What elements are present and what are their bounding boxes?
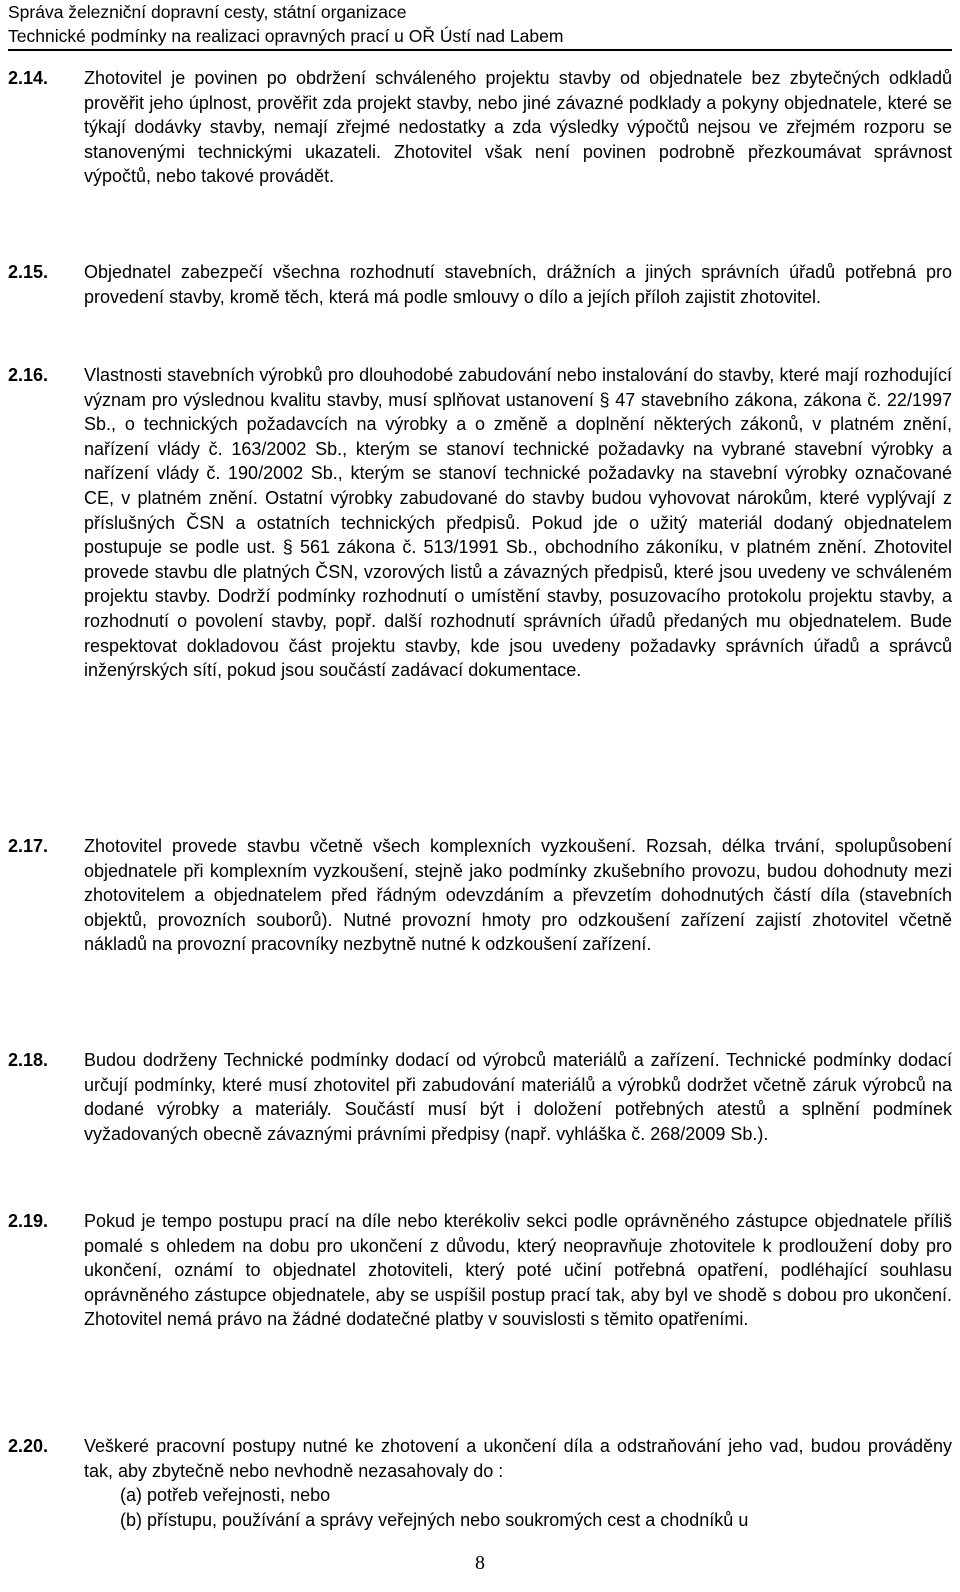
section-text: Veškeré pracovní postupy nutné ke zhotovení a ukončení díla a odstraňování jeho vad, budou prováděny tak, aby zbytečně nebo nevhodně nezasahovaly do : <box>84 1436 952 1481</box>
section-text: Vlastnosti stavebních výrobků pro dlouhodobé zabudování nebo instalování do stavby, které mají rozhodující význam pro výslednou kvalitu stavby, musí splňovat ustanovení § 47 stavebního zákona, zákona č. 22/1997 Sb., o technických požadavcích na výrobky a o změně a doplnění některých zákonů, v platném znění, nařízení vlády č. 163/2002 Sb., kterým se stanoví technické požadavky na vybrané stavební výrobky a nařízení vlády č. 190/2002 Sb., kterým se stanoví technické požadavky na stavební výrobky označované CE, v platném znění. Ostatní výrobky zabudované do stavby budou vyhovovat nárokům, které vyplývají z příslušných ČSN a ostatních technických předpisů. Pokud jde o užitý materiál dodaný objednatelem postupuje se podle ust. § 561 zákona č. 513/1991 Sb., obchodního zákoníku, v platném znění. Zhotovitel provede stavbu dle platných ČSN, vzorových listů a závazných předpisů, které jsou uvedeny ve schváleném projektu stavby. Dodrží podmínky rozhodnutí o umístění stavby, posuzovacího protokolu projektu stavby, a rozhodnutí o povolení stavby, popř. další rozhodnutí správních úřadů předaných mu objednatelem. Bude respektovat dokladovou část projektu stavby, kde jsou uvedeny požadavky správních úřadů a správců inženýrských sítí, pokud jsou součástí zadávací dokumentace. <box>84 365 952 681</box>
header-title: Technické podmínky na realizaci opravných prací u OŘ Ústí nad Labem <box>8 26 564 46</box>
section-2-17 <box>8 834 952 957</box>
section-number: 2.18. <box>8 1050 49 1070</box>
page-number: 8 <box>475 1552 485 1574</box>
section-2-20-list <box>120 1483 960 1532</box>
section-text: Budou dodrženy Technické podmínky dodací od výrobců materiálů a zařízení. Technické podmínky dodací určují podmínky, které musí zhotovitel při zabudování materiálů a výrobků dodržet včetně záruk výrobců na dodané výrobky a materiály. Součástí musí být i doložení potřebných atestů a splnění podmínek vyžadovaných obecně závaznými právními předpisy (např. vyhláška č. 268/2009 Sb.). <box>84 1050 952 1144</box>
section-number: 2.14. <box>8 68 49 88</box>
header-organization: Správa železniční dopravní cesty, státní organizace <box>8 2 407 22</box>
section-2-16 <box>8 363 952 683</box>
section-text: Objednatel zabezpečí všechna rozhodnutí stavebních, drážních a jiných správních úřadů potřebná pro provedení stavby, kromě těch, která má podle smlouvy o dílo a jejích příloh zajistit zhotovitel. <box>84 262 952 307</box>
section-text: Zhotovitel je povinen po obdržení schváleného projektu stavby od objednatele bez zbytečných odkladů prověřit jeho úplnost, prověřit zda projekt stavby, nebo jiné závazné podklady a pokyny objednatele, které se týkají dodávky stavby, nemají zřejmé nedostatky a zda výsledky výpočtů nejsou ve zřejmém rozporu se stanovenými technickými ukazateli. Zhotovitel však není povinen podrobně přezkoumávat správnost výpočtů, nebo takové provádět. <box>84 68 952 187</box>
section-2-14 <box>8 66 952 189</box>
section-text: Pokud je tempo postupu prací na díle nebo kterékoliv sekci podle oprávněného zástupce objednatele příliš pomalé s ohledem na dobu pro ukončení z důvodu, který neopravňuje zhotovitele k prodloužení doby pro ukončení, oznámí to objednatel zhotoviteli, který poté učiní potřebná opatření, podléhající souhlasu oprávněného zástupce objednatele, aby se uspíšil postup prací tak, aby byl ve shodě s dobou pro ukončení. Zhotovitel nemá právo na žádné dodatečné platby v souvislosti s těmito opatřeními. <box>84 1211 952 1330</box>
section-2-18 <box>8 1048 952 1146</box>
section-number: 2.15. <box>8 262 49 282</box>
header-rule <box>8 49 952 51</box>
section-number: 2.20. <box>8 1436 49 1456</box>
section-number: 2.16. <box>8 365 49 385</box>
section-number: 2.17. <box>8 836 49 856</box>
section-text: Zhotovitel provede stavbu včetně všech komplexních vyzkoušení. Rozsah, délka trvání, spolupůsobení objednatele při komplexním vyzkoušení, stejně jako podmínky zkušebního provozu, budou dohodnuty mezi zhotovitelem a objednatelem před řádným odevzdáním a převzetím dohodnutých částí díla (stavebních objektů, provozních souborů). Nutné provozní hmoty pro odzkoušení zařízení zajistí zhotovitel včetně nákladů na provozní pracovníky nezbytně nutné k odzkoušení zařízení. <box>84 836 952 955</box>
list-item: (b) přístupu, používání a správy veřejných nebo soukromých cest a chodníků u <box>120 1509 749 1530</box>
section-2-19 <box>8 1209 952 1332</box>
list-item: (a) potřeb veřejnosti, nebo <box>120 1485 331 1505</box>
section-number: 2.19. <box>8 1211 49 1231</box>
section-2-15 <box>8 260 952 309</box>
section-2-20 <box>8 1434 952 1483</box>
page-header <box>8 0 563 48</box>
